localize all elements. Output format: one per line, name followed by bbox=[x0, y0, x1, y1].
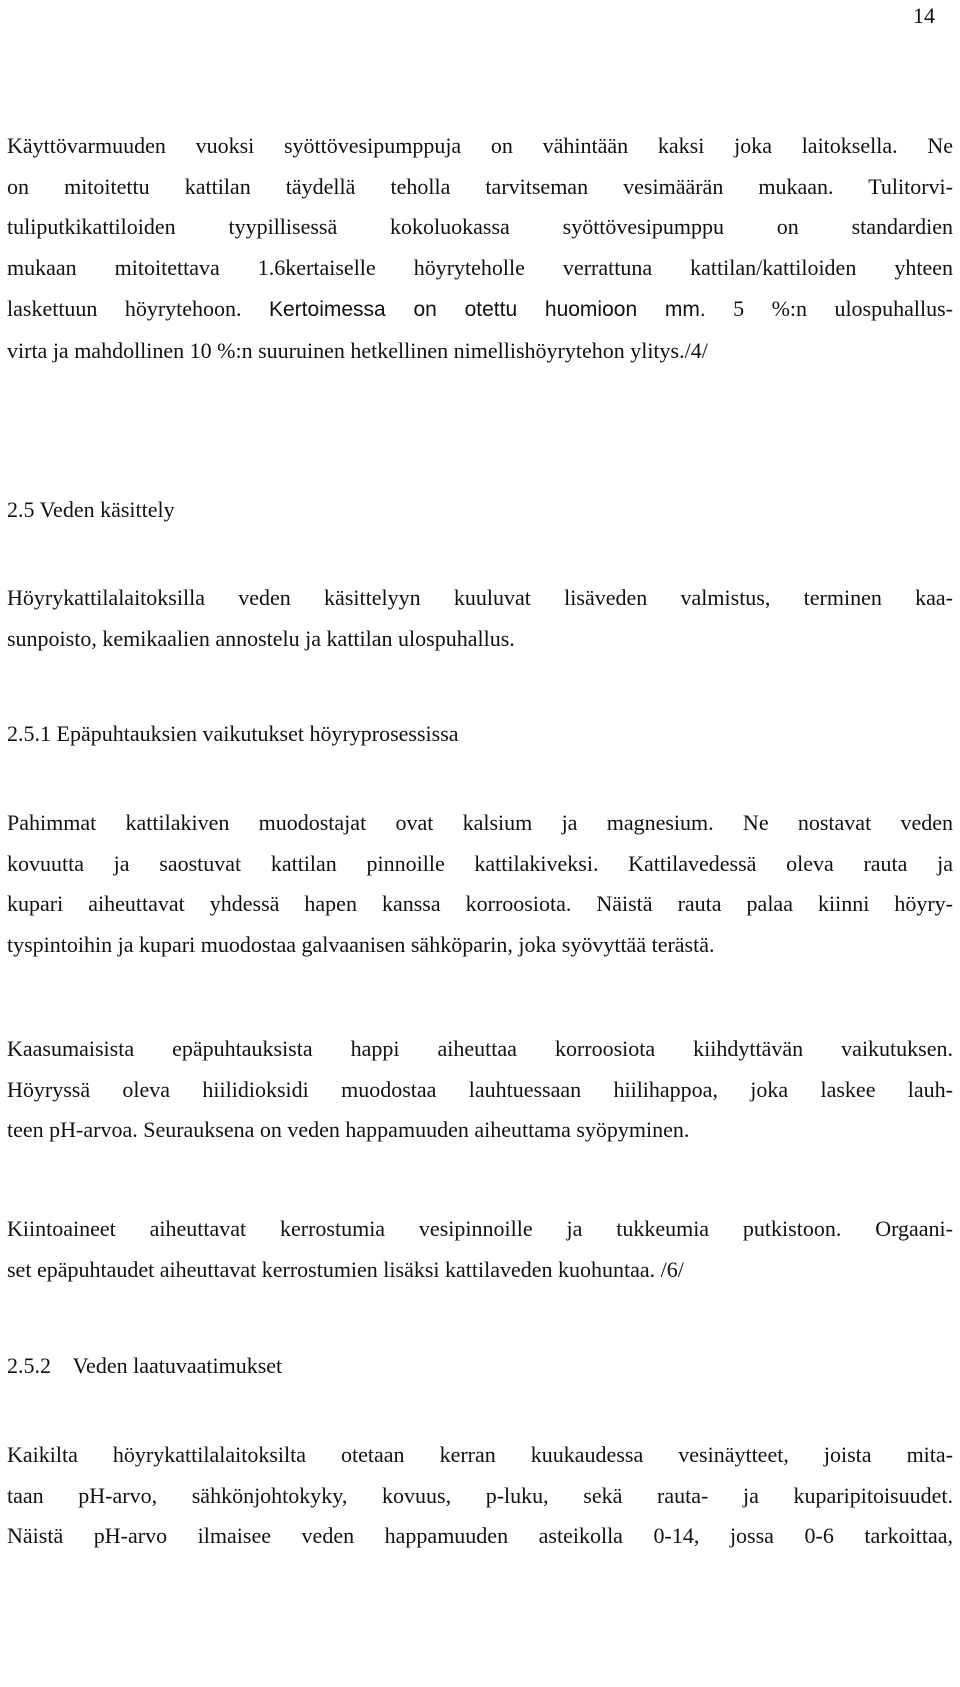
text-line: teen pH-arvoa. Seurauksena on veden happamuuden aiheuttama syöpyminen. bbox=[7, 1117, 690, 1143]
text-line: mukaan mitoitettava 1.6kertaiselle höyryteholle verrattuna kattilan/kattiloiden yhteen bbox=[7, 255, 953, 281]
text-line: on mitoitettu kattilan täydellä teholla tarvitseman vesimäärän mukaan. Tulitorvi- bbox=[7, 173, 953, 199]
text-line-mixed-font bbox=[7, 289, 953, 331]
text-line: kupari aiheuttavat yhdessä hapen kanssa korroosiota. Näistä rauta palaa kiinni höyry- bbox=[7, 891, 953, 917]
text-line: Kiintoaineet aiheuttavat kerrostumia vesipinnoille ja tukkeumia putkistoon. Orgaani- bbox=[7, 1216, 953, 1241]
text-line: set epäpuhtaudet aiheuttavat kerrostumien lisäksi kattilaveden kuohuntaa. /6/ bbox=[7, 1256, 684, 1282]
paragraph-gaseous-impurities bbox=[7, 1029, 953, 1151]
text-segment: 5 %:n ulospuhallus- bbox=[705, 295, 953, 321]
section-heading-2-5-2: 2.5.2 Veden laatuvaatimukset bbox=[7, 1353, 283, 1378]
text-line: tyspintoihin ja kupari muodostaa galvaanisen sähköparin, joka syövyttää terästä. bbox=[7, 932, 715, 958]
text-line: Pahimmat kattilakiven muodostajat ovat kalsium ja magnesium. Ne nostavat veden bbox=[7, 810, 953, 835]
text-line: Käyttövarmuuden vuoksi syöttövesipumppuja on vähintään kaksi joka laitoksella. Ne bbox=[7, 133, 953, 158]
text-line: taan pH-arvo, sähkönjohtokyky, kovuus, p-luku, sekä rauta- ja kuparipitoisuudet. bbox=[7, 1482, 953, 1508]
text-line: Höyrykattilalaitoksilla veden käsittelyyn kuuluvat lisäveden valmistus, terminen kaa- bbox=[7, 585, 953, 610]
text-line: Kaasumaisista epäpuhtauksista happi aiheuttaa korroosiota kiihdyttävän vaikutuksen. bbox=[7, 1036, 953, 1061]
text-line: virta ja mahdollinen 10 %:n suuruinen hetkellinen nimellishöyrytehon ylitys./4/ bbox=[7, 337, 708, 363]
text-line: tuliputkikattiloiden tyypillisessä kokoluokassa syöttövesipumppu on standardien bbox=[7, 214, 953, 240]
text-segment-sans: Kertoimessa on otettu huomioon mm. bbox=[269, 297, 706, 321]
section-heading-2-5: 2.5 Veden käsittely bbox=[7, 497, 175, 522]
paragraph-solids bbox=[7, 1209, 953, 1290]
text-segment: laskettuun höyrytehoon. bbox=[7, 295, 269, 321]
text-line: Kaikilta höyrykattilalaitoksilta otetaan kerran kuukaudessa vesinäytteet, joista mita- bbox=[7, 1442, 953, 1467]
paragraph-water-treatment bbox=[7, 578, 953, 659]
page-number: 14 bbox=[913, 3, 935, 28]
paragraph-impurities-scale bbox=[7, 803, 953, 966]
text-line: sunpoisto, kemikaalien annostelu ja kattilan ulospuhallus. bbox=[7, 625, 515, 651]
text-line: kovuutta ja saostuvat kattilan pinnoille kattilakiveksi. Kattilavedessä oleva rauta ja bbox=[7, 850, 953, 876]
text-line: Näistä pH-arvo ilmaisee veden happamuuden asteikolla 0-14, jossa 0-6 tarkoittaa, bbox=[7, 1523, 953, 1549]
text-line: Höyryssä oleva hiilidioksidi muodostaa lauhtuessaan hiilihappoa, joka laskee lauh- bbox=[7, 1076, 953, 1102]
section-heading-2-5-1: 2.5.1 Epäpuhtauksien vaikutukset höyryprosessissa bbox=[7, 721, 459, 746]
paragraph-feedwater-pumps bbox=[7, 126, 953, 371]
paragraph-water-quality bbox=[7, 1435, 953, 1557]
